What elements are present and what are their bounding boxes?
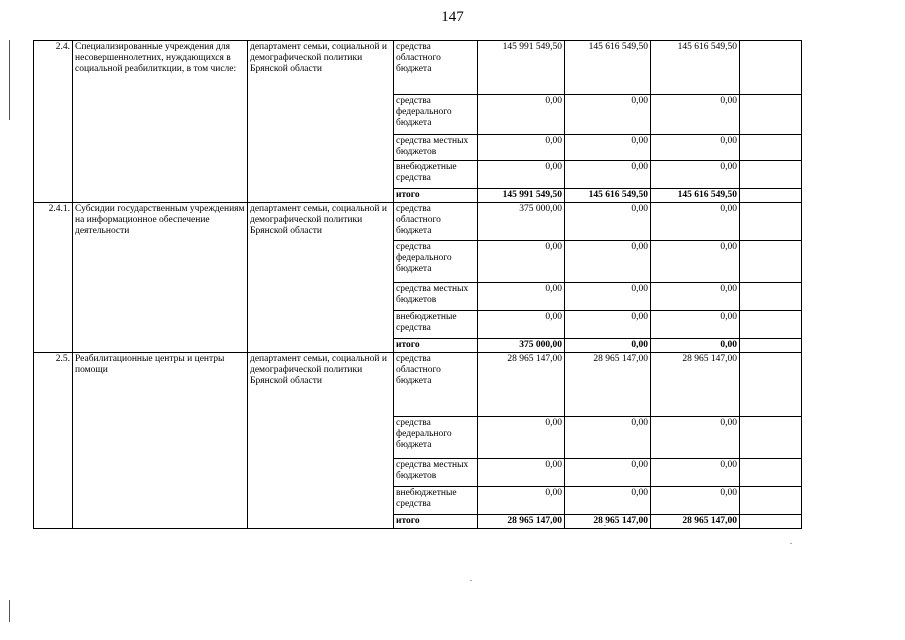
empty-cell <box>740 417 802 459</box>
scan-margin-mark <box>9 40 10 120</box>
amount-cell: 145 991 549,50 <box>478 189 565 203</box>
item-code: 2.5. <box>34 353 73 529</box>
amount-cell: 0,00 <box>478 161 565 189</box>
empty-cell <box>740 95 802 135</box>
amount-cell: 0,00 <box>565 135 651 161</box>
amount-cell: 0,00 <box>651 311 740 339</box>
amount-cell: 0,00 <box>478 459 565 487</box>
amount-cell: 0,00 <box>651 203 740 241</box>
amount-cell: 28 965 147,00 <box>651 515 740 529</box>
empty-cell <box>740 339 802 353</box>
empty-cell <box>740 41 802 95</box>
empty-cell <box>740 135 802 161</box>
amount-cell: 0,00 <box>565 283 651 311</box>
amount-cell: 0,00 <box>565 459 651 487</box>
empty-cell <box>740 161 802 189</box>
funding-source-label: средства федерального бюджета <box>394 95 478 135</box>
funding-source-label: внебюджетные средства <box>394 487 478 515</box>
funding-source-label: средства областного бюджета <box>394 353 478 417</box>
amount-cell: 0,00 <box>565 241 651 283</box>
amount-cell: 145 616 549,50 <box>565 189 651 203</box>
scan-margin-mark <box>9 600 10 622</box>
funding-source-label: средства местных бюджетов <box>394 283 478 311</box>
funding-source-label: средства областного бюджета <box>394 203 478 241</box>
item-code: 2.4.1. <box>34 203 73 353</box>
amount-cell: 0,00 <box>651 95 740 135</box>
empty-cell <box>740 459 802 487</box>
funding-source-label: внебюджетные средства <box>394 161 478 189</box>
amount-cell: 0,00 <box>478 417 565 459</box>
amount-cell: 0,00 <box>651 135 740 161</box>
funding-source-label: средства федерального бюджета <box>394 241 478 283</box>
amount-cell: 0,00 <box>651 487 740 515</box>
amount-cell: 28 965 147,00 <box>478 515 565 529</box>
empty-cell <box>740 515 802 529</box>
funding-source-label: итого <box>394 339 478 353</box>
empty-cell <box>740 311 802 339</box>
empty-cell <box>740 487 802 515</box>
amount-cell: 0,00 <box>565 95 651 135</box>
funding-source-label: средства областного бюджета <box>394 41 478 95</box>
amount-cell: 0,00 <box>478 487 565 515</box>
funding-source-label: итого <box>394 515 478 529</box>
amount-cell: 0,00 <box>478 135 565 161</box>
item-executor: департамент семьи, социальной и демографической политики Брянской области <box>248 41 394 203</box>
scan-speck <box>790 543 792 544</box>
empty-cell <box>740 203 802 241</box>
funding-source-label: итого <box>394 189 478 203</box>
amount-cell: 375 000,00 <box>478 339 565 353</box>
amount-cell: 28 965 147,00 <box>651 353 740 417</box>
source-row <box>34 203 802 241</box>
amount-cell: 28 965 147,00 <box>478 353 565 417</box>
amount-cell: 28 965 147,00 <box>565 515 651 529</box>
amount-cell: 0,00 <box>478 283 565 311</box>
item-executor: департамент семьи, социальной и демографической политики Брянской области <box>248 353 394 529</box>
empty-cell <box>740 353 802 417</box>
amount-cell: 0,00 <box>565 417 651 459</box>
empty-cell <box>740 189 802 203</box>
funding-source-label: внебюджетные средства <box>394 311 478 339</box>
amount-cell: 145 616 549,50 <box>565 41 651 95</box>
amount-cell: 145 616 549,50 <box>651 189 740 203</box>
scan-speck <box>470 580 472 581</box>
amount-cell: 0,00 <box>478 241 565 283</box>
source-row <box>34 41 802 95</box>
amount-cell: 0,00 <box>565 487 651 515</box>
empty-cell <box>740 241 802 283</box>
budget-table <box>33 40 802 529</box>
amount-cell: 0,00 <box>651 459 740 487</box>
funding-source-label: средства местных бюджетов <box>394 135 478 161</box>
item-name: Специализированные учреждения для несовершеннолетних, нуждающихся в социальной реабилиткции, в том числе: <box>73 41 248 203</box>
amount-cell: 0,00 <box>565 311 651 339</box>
amount-cell: 375 000,00 <box>478 203 565 241</box>
amount-cell: 28 965 147,00 <box>565 353 651 417</box>
amount-cell: 0,00 <box>565 203 651 241</box>
amount-cell: 0,00 <box>651 241 740 283</box>
source-row <box>34 353 802 417</box>
page-number: 147 <box>441 9 464 25</box>
amount-cell: 0,00 <box>651 283 740 311</box>
amount-cell: 0,00 <box>478 311 565 339</box>
item-executor: департамент семьи, социальной и демографической политики Брянской области <box>248 203 394 353</box>
amount-cell: 145 991 549,50 <box>478 41 565 95</box>
funding-source-label: средства федерального бюджета <box>394 417 478 459</box>
funding-source-label: средства местных бюджетов <box>394 459 478 487</box>
amount-cell: 145 616 549,50 <box>651 41 740 95</box>
amount-cell: 0,00 <box>478 95 565 135</box>
amount-cell: 0,00 <box>565 339 651 353</box>
amount-cell: 0,00 <box>651 339 740 353</box>
amount-cell: 0,00 <box>651 161 740 189</box>
amount-cell: 0,00 <box>651 417 740 459</box>
amount-cell: 0,00 <box>565 161 651 189</box>
empty-cell <box>740 283 802 311</box>
item-code: 2.4. <box>34 41 73 203</box>
item-name: Субсидии государственным учреждениям на информационное обеспечение деятельности <box>73 203 248 353</box>
item-name: Реабилитационные центры и центры помощи <box>73 353 248 529</box>
